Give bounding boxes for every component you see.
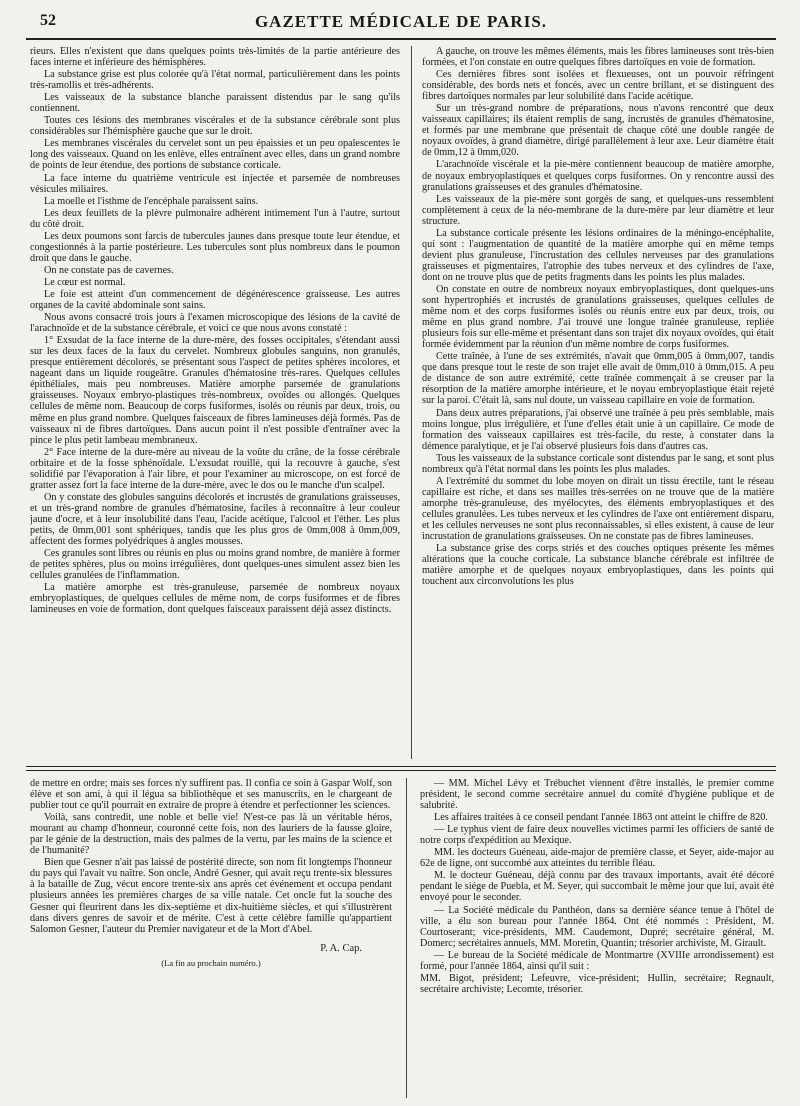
- paragraph: Voilà, sans contredit, une noble et belle vie! N'est-ce pas là un véritable héros, mourant au champ d'honneur, couronné cette fois, non des lauriers de la fausse gloire, par le génie de la destruction, mais des palmes de la vertu, par les mains de la science et de l'humanité?: [30, 812, 392, 857]
- paragraph: Les deux poumons sont farcis de tubercules jaunes dans presque toute leur étendue, et congestionnés à la partie postérieure. Les tubercules sont plus nombreux dans le poumon droit que dans le gauche.: [30, 230, 400, 264]
- paragraph: On ne constate pas de cavernes.: [44, 264, 174, 276]
- paragraph: La matière amorphe est très-granuleuse, parsemée de nombreux noyaux embryoplastiques, de quelques cellules de même nom, de corps fusiformes et de fibres lamineuses en voie de formation, dont quelques faisceaux paraissent déjà assez distincts.: [30, 582, 400, 616]
- paragraph: Le foie est atteint d'un commencement de dégénérescence graisseuse. Les autres organes de la cavité abdominale sont sains.: [30, 288, 400, 312]
- paragraph: A l'extrémité du sommet du lobe moyen on dirait un tissu érectile, tant le réseau capillaire est riche, et dans ses mailles très-serrées on ne trouve que de la matière amorphe très-granuleuse, des myélocytes, des éléments embryoplastiques et des cellules granulées. Les tubes nerveux et les cylindres de l'axe ont entièrement disparu, et les cellules nerveuses ne sont plus reconnaissables, si elles existent, à cause de leur incrustation de granulations graisseuses. On ne constate pas de fibres lamineuses.: [422, 475, 774, 543]
- paragraph: MM. les docteurs Guéneau, aide-major de première classe, et Seyer, aide-major au 62e de ligne, ont succombé aux atteintes du terrible fléau.: [420, 847, 774, 870]
- feuilleton-column-left: [30, 778, 392, 1100]
- paragraph: Ces dernières fibres sont isolées et flexueuses, ont un pouvoir réfringent considérable, des bords nets et foncés, avec un centre brillant, et se distinguent des fibres dartoïques normales par leur solubilité dans l'acide acétique.: [422, 69, 774, 103]
- paragraph: On y constate des globules sanguins décolorés et incrustés de granulations graisseuses, et un très-grand nombre de granules d'hématosine, faciles à reconnaître à leur couleur jaune d'ocre, et à leur insolubilité dans l'eau, l'acide acétique, l'alcool et l'éther. Les plus petits, de 0mm,001 sont sphériques, tandis que les plus gros de 0mm,008 à 0mm,009, affectent des formes polyédriques à angles mousses.: [30, 491, 400, 548]
- paragraph: Bien que Gesner n'ait pas laissé de postérité directe, son nom fit longtemps l'honneur du pays qui l'avait vu naître. Son oncle, André Gesner, qui avait reçu trente-six blessures à la bataille de Zug, vécut encore trente-six ans après cet événement et occupa pendant plusieurs années les premières charges de sa ville natale. Cet oncle fut la souche des Gesner qui fleurirent dans les dix-septième et dix-huitième siècles, et qui s'illustrèrent dans divers genres de savoir et de mérite. C'est à cette célèbre famille qu'appartient Salomon Gesner, l'auteur du Premier navigateur et de la Mort d'Abel.: [30, 857, 392, 935]
- paragraph: 2° Face interne de la dure-mère au niveau de la voûte du crâne, de la fosse cérébrale orbitaire et de la fosse sphénoïdale. L'exsudat rouillé, qui la recouvre à gauche, s'est solidifié par l'évaporation à l'air libre, et pour l'examiner au microscope, on est forcé de gratter assez fort la face interne de la dure-mère, avec le dos ou le manche d'un scalpel.: [30, 446, 400, 491]
- paragraph: Sur un très-grand nombre de préparations, nous n'avons rencontré que deux vaisseaux capillaires; ils étaient remplis de sang, incrustés de granules d'hématosine, et formés par une membrane que présentait de chaque côté une double rangée de noyaux ovoïdes, à grand diamètre, dirigé parallèlement à leur axe. Leur diamètre était de 0mm,12 à 0mm,020.: [422, 103, 774, 159]
- paragraph: MM. Bigot, président; Lefeuvre, vice-président; Hullin, secrétaire; Regnault, secrétaire archiviste; Lecomte, trésorier.: [420, 972, 774, 995]
- paragraph: Ces granules sont libres ou réunis en plus ou moins grand nombre, de manière à former de petites sphères, plus ou moins irrégulières, dont quelques-unes simulent assez bien les cellules granulées de l'inflammation.: [30, 548, 400, 582]
- paragraph: L'arachnoïde viscérale et la pie-mère contiennent beaucoup de matière amorphe, de noyaux embryoplastiques et quelques corps fusiformes. On y rencontre aussi des granulations graisseuses et des granules d'hématosine.: [422, 159, 774, 193]
- feuilleton-column-right: [420, 778, 774, 1100]
- paragraph: — Le bureau de la Société médicale de Montmartre (XVIIIe arrondissement) est formé, pour l'année 1864, ainsi qu'il suit :: [420, 949, 774, 972]
- paragraph: La substance corticale présente les lésions ordinaires de la méningo-encéphalite, qui sont : l'augmentation de quantité de la matière amorphe qui en même temps devient plus granuleuse, l'incrustation des cellules nerveuses par des granulations graisseuses et pigmentaires, l'atrophie des tubes nerveux et des cylindres de l'axe, dont on ne trouve plus que de petits fragments dans les points les plus malades.: [422, 227, 774, 283]
- paragraph: de mettre en ordre; mais ses forces n'y suffirent pas. Il confia ce soin à Gaspar Wolf, son élève et son ami, à qui il légua sa bibliothèque et ses manuscrits, en le chargeant de publier tout ce qu'il pourrait en extraire de propre à étendre et perfectionner les sciences.: [30, 778, 392, 812]
- paragraph: — Le typhus vient de faire deux nouvelles victimes parmi les officiers de santé de notre corps d'expédition au Mexique.: [420, 824, 774, 847]
- paragraph: La face interne du quatrième ventricule est injectée et parsemée de nombreuses vésicules miliaires.: [30, 172, 400, 195]
- column-divider: [411, 46, 412, 759]
- column-divider: [406, 778, 407, 1098]
- paragraph: Les affaires traitées à ce conseil pendant l'année 1863 ont atteint le chiffre de 820.: [434, 812, 768, 824]
- paragraph: M. le docteur Guéneau, déjà connu par des travaux importants, avait été décoré pendant le siége de Puebla, et M. Seyer, qui succombait le même jour que lui, avait été envoyé pour le seconder.: [420, 870, 774, 904]
- page-header: [26, 8, 776, 34]
- paragraph: Tous les vaisseaux de la substance corticale sont distendus par le sang, et sont plus nombreux qu'à l'état normal dans les points les plus malades.: [422, 452, 774, 475]
- paragraph: rieurs. Elles n'existent que dans quelques points très-limités de la partie antérieure des faces interne et inférieure des hémisphères.: [30, 46, 400, 69]
- paragraph: Les deux feuillets de la plèvre pulmonaire adhèrent intimement l'un à l'autre, surtout du côté droit.: [30, 207, 400, 230]
- header-rule: [26, 38, 776, 40]
- paragraph: La moelle et l'isthme de l'encéphale paraissent sains.: [44, 195, 259, 207]
- paragraph: — MM. Michel Lévy et Trébuchet viennent d'être installés, le premier comme président, le second comme secrétaire annuel du comité d'hygiène publique et de salubrité.: [420, 778, 774, 812]
- paragraph: On constate en outre de nombreux noyaux embryoplastiques, dont quelques-uns sont hypertrophiés et incrustés de granulations graisseuses, quelques cellules de même nom et des corps fusiformes isolés ou réunis entre eux par deux, trois, ou même en plus grand nombre. J'ai trouvé une longue traînée granuleuse, repliée plusieurs fois sur elle-même et présentant dans son trajet dix noyaux ovoïdes, qui était formée évidemment par la réunion d'un même nombre de corps fusiformes.: [422, 283, 774, 351]
- paragraph: Cette traînée, à l'une de ses extrémités, n'avait que 0mm,005 à 0mm,007, tandis que dans presque tout le reste de son trajet elle avait de 0mm,010 à 0mm,015. A peu de distance de son autre extrémité, cette traînée commençait à se creuser par la résorption de la matière amorphe intérieure, et le noyau embryoplastique était rejeté sur la paroi. C'était là, sans nul doute, un vaisseau capillaire en voie de formation.: [422, 351, 774, 407]
- author-signature: P. A. Cap.: [320, 942, 362, 954]
- paragraph: — La Société médicale du Panthéon, dans sa dernière séance tenue à l'hôtel de ville, a élu son bureau pour l'année 1864. Ont été nommés : Président, M. Courtoserant; vice-présidents, MM. Caudemont, Dupré; secrétaire général, M. Domerc; secrétaires annuels, MM. Moretin, Quantin; trésorier archiviste, M. Girault.: [420, 904, 774, 949]
- section-rule: [26, 770, 776, 771]
- paragraph: La substance grise des corps striés et des couches optiques présente les mêmes altérations que la couche corticale. La substance blanche cérébrale est infiltrée de matière amorphe et de quelques noyaux embryoplastiques, dans les points qui touchent aux circonvolutions les plus: [422, 543, 774, 588]
- paragraph: Dans deux autres préparations, j'ai observé une traînée à peu près semblable, mais moins longue, plus irrégulière, et l'une d'elles était unie à un capillaire. Ce mode de formation des vaisseaux capillaires est très-facile, du reste, à constater dans la démence paralytique, et je l'ai observé plusieurs fois dans d'autres cas.: [422, 407, 774, 452]
- paragraph: A gauche, on trouve les mêmes éléments, mais les fibres lamineuses sont très-bien formées, et l'on constate en outre quelques fibres dartoïques en voie de formation.: [422, 46, 774, 69]
- journal-title: GAZETTE MÉDICALE DE PARIS.: [254, 12, 548, 31]
- paragraph: Les vaisseaux de la pie-mère sont gorgés de sang, et quelques-uns ressemblent complètement à ceux de la néo-membrane de la dure-mère par leur diamètre et leur structure.: [422, 193, 774, 227]
- column-right-top: [422, 46, 774, 759]
- paragraph: Le cœur est normal.: [44, 276, 126, 288]
- page-number: 52: [40, 12, 56, 29]
- paragraph: Toutes ces lésions des membranes viscérales et de la substance cérébrale sont plus considérables sur l'hémisphère gauche que sur le droit.: [30, 115, 400, 138]
- column-left-top: [30, 46, 400, 759]
- paragraph: 1° Exsudat de la face interne de la dure-mère, des fosses occipitales, s'étendant aussi sur les deux faces de la faux du cervelet. Nombreux globules sanguins, non granulés, presque entièrement décolorés, se présentant sous l'aspect de petites sphères incolores, et nageant dans un liquide rougeâtre. Granules d'hématosine très-rares. Quelques cellules épithéliales, mais peu nombreuses. Matière amorphe parsemée de granulations graisseuses. Noyaux embryo-plastiques très-nombreux, ovoïdes ou allongés. Quelques cellules de même nom. Beaucoup de corps fusiformes, isolés ou réunis par deux, trois, ou même en plus grand nombre. Quelques faisceaux de fibres lamineuses déjà formés. Pas de vaisseaux ni de fibres dartoïques. Dans aucun point il n'est possible d'entraîner avec la pince le plus petit lambeau membraneux.: [30, 335, 400, 446]
- paragraph: La substance grise est plus colorée qu'à l'état normal, particulièrement dans les points très-ramollis et très-adhérents.: [30, 69, 400, 92]
- continuation-note: (La fin au prochain numéro.): [161, 957, 261, 968]
- paragraph: Les membranes viscérales du cervelet sont un peu épaissies et un peu opalescentes le long des vaisseaux. Quand on les enlève, elles entraînent avec elles, dans un grand nombre de points de leur étendue, des portions de substance corticale.: [30, 138, 400, 172]
- paragraph: Les vaisseaux de la substance blanche paraissent distendus par le sang qu'ils contiennent.: [30, 92, 400, 115]
- section-rule: [26, 766, 776, 767]
- paragraph: Nous avons consacré trois jours à l'examen microscopique des lésions de la cavité de l'arachnoïde et de la substance cérébrale, et voici ce que nous avons constaté :: [30, 312, 400, 335]
